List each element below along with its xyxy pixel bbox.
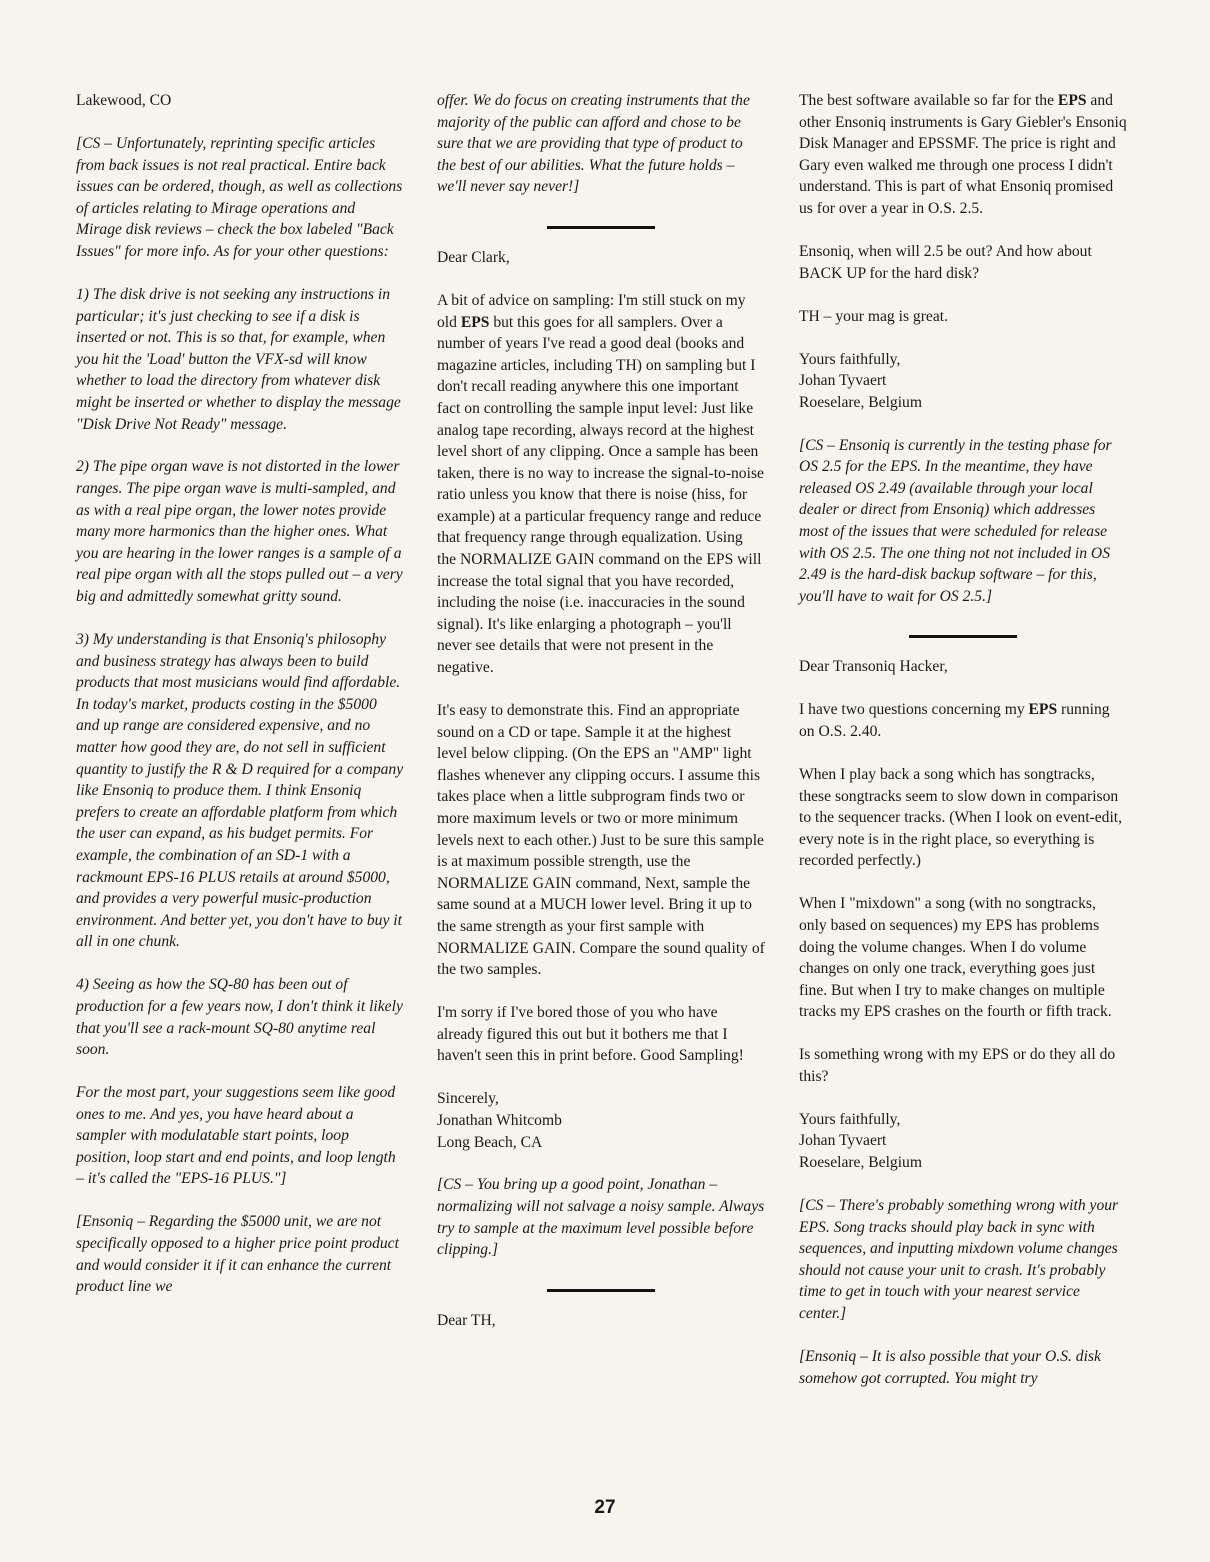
signature-location: Roeselare, Belgium (799, 1154, 922, 1172)
signature-location: Long Beach, CA (437, 1133, 543, 1151)
letter-salutation: Dear Clark, (437, 248, 510, 266)
question-1: When I play back a song which has songtracks, these songtracks seem to slow down in comparison to the sequencer tracks. (When I look on event-edit, every note is in the right place, so everything is recorded perfectly.) (799, 766, 1123, 870)
cs-answer-4: 4) Seeing as how the SQ-80 has been out of production for a few years now, I don't think it likely that you'll see a rack-mount SQ-80 anytime real soon. (76, 976, 403, 1059)
letter-paragraph-3: I'm sorry if I've bored those of you who have already figured this out but it bothers me that I haven't seen this in print before. Good Sampling! (437, 1004, 744, 1065)
letter-location: Lakewood, CO (76, 92, 172, 109)
signature-name: Jonathan Whitcomb (437, 1111, 562, 1129)
question-intro (799, 699, 1127, 742)
eps-bold: EPS (460, 313, 490, 331)
signature-name: Johan Tyvaert (799, 1132, 887, 1150)
text-run: I have two questions concerning my (799, 701, 1029, 719)
section-divider (547, 1289, 655, 1292)
column-1 (76, 90, 404, 1298)
eps-bold: EPS (1057, 92, 1087, 109)
section-divider (547, 226, 655, 229)
letter-paragraph-2: Ensoniq, when will 2.5 be out? And how about BACK UP for the hard disk? (799, 242, 1092, 282)
column-2 (437, 90, 765, 1331)
signature-closing: Sincerely, (437, 1090, 499, 1108)
letter-paragraph-1 (799, 90, 1127, 220)
letter-salutation: Dear Transoniq Hacker, (799, 658, 948, 676)
cs-answer-1: 1) The disk drive is not seeking any instructions in particular; it's just checking to see if a disk is inserted or not. This is so that, for example, when you hit the 'Load' button the VFX-sd will know whether to load the directory from whatever disk might be inserted or whether to display the message "Disk Drive Not Ready" message. (76, 285, 401, 433)
question-2: When I "mixdown" a song (with no songtracks, only based on sequences) my EPS has problems doing the volume changes. When I do volume changes on only one track, everything goes just fine. But when I try to make changes on multiple tracks my EPS crashes on the fourth or fifth track. (799, 895, 1112, 1021)
cs-answer-3: 3) My understanding is that Ensoniq's philosophy and business strategy has always been to build products that most musicians would find affordable. In today's market, products costing in the $5000 and up range are considered expensive, and no matter how good they are, do not sell in sufficient quantity to justify the R & D required for a company like Ensoniq to produce them. I think Ensoniq prefers to create an affordable platform from which the user can expand, as his budget permits. For example, the combination of an SD-1 with a rackmount EPS-16 PLUS retails at around $5000, and provides a very powerful music-production environment. And better yet, you don't have to buy it all in one chunk. (76, 631, 404, 951)
cs-reply-2: [CS – There's probably something wrong with your EPS. Song tracks should play back in sync with sequences, and inputting mixdown volume changes should not cause your unit to crash. It's probably time to get in touch with your nearest service center.] (799, 1197, 1119, 1323)
column-3 (799, 90, 1127, 1389)
letter-signature (799, 1109, 1127, 1174)
cs-reply: [CS – Ensoniq is currently in the testing phase for OS 2.5 for the EPS. In the meantime, they have released OS 2.49 (available through your local dealer or direct from Ensoniq) which addresses most of the issues that were scheduled for release with OS 2.5. The one thing not not included in OS 2.49 is the hard-disk backup software – for this, you'll have to wait for OS 2.5.] (799, 436, 1112, 605)
cs-answer-2: 2) The pipe organ wave is not distorted in the lower ranges. The pipe organ wave is multi-sampled, and as with a real pipe organ, the lower notes provide many more harmonics than the higher ones. What you are hearing in the lower ranges is a sample of a real pipe organ with all the stops pulled out – a very big and admittedly somewhat gritty sound. (76, 458, 403, 606)
text-run: running on O.S. 2.40. (799, 701, 1110, 741)
question-3: Is something wrong with my EPS or do they all do this? (799, 1046, 1116, 1085)
eps-bold: EPS (1028, 701, 1058, 719)
letter-signature (799, 349, 1127, 414)
signature-closing: Yours faithfully, (799, 1110, 901, 1128)
next-letter-salutation: Dear TH, (437, 1311, 496, 1329)
text-run: but this goes for all samplers. Over a number of years I've read a good deal (books and magazine articles, including TH) on sampling but I don't recall reading anywhere this one important fact on controlling the sample input level: Just like analog tape recording, always record at the highest level short of any clipping. Once a sample has been taken, there is no way to increase the signal-to-noise ratio unless you know that there is noise (hiss, for example) at a particular frequency range and reduce that frequency range through equalization. Using the NORMALIZE GAIN command on the EPS will increase the total signal that you have recorded, including the noise (i.e. inaccuracies in the sound signal). It's like enlarging a photograph – you'll never see details that were not present in the negative. (437, 313, 764, 677)
ensoniq-reply-end: offer. We do focus on creating instruments that the majority of the public can afford and chose to be sure that we are providing that type of product to the best of our abilities. What the future holds – we'll never say never!] (437, 92, 750, 196)
text-run: The best software available so far for the (799, 92, 1058, 109)
signature-name: Johan Tyvaert (799, 372, 887, 390)
ensoniq-reply-start: [Ensoniq – Regarding the $5000 unit, we are not specifically opposed to a higher price point product and would consider it if it can enhance the current product line we (76, 1213, 399, 1296)
cs-reply-intro: [CS – Unfortunately, reprinting specific articles from back issues is not real practical. Entire back issues can be ordered, though, as well as collections of articles relating to Mirage operations and Mirage disk reviews – check the box labeled "Back Issues" for more info. As for your other questions: (76, 134, 403, 260)
letter-paragraph-1 (437, 290, 765, 679)
section-divider (909, 635, 1017, 638)
ensoniq-reply-start: [Ensoniq – It is also possible that your O.S. disk somehow got corrupted. You might try (799, 1348, 1101, 1387)
letter-paragraph-3: TH – your mag is great. (799, 307, 948, 325)
letter-paragraph-2: It's easy to demonstrate this. Find an appropriate sound on a CD or tape. Sample it at the highest level below clipping. (On the EPS an "AMP" light flashes whenever any clipping occurs. I assume this takes place when a little subprogram finds two or more maximum levels or two or more minimum levels next to each other.) Just to be sure this sample is at maximum possible strength, use the NORMALIZE GAIN command, Next, sample the same sound at a MUCH lower level. Bring it up to the same strength as your first sample with NORMALIZE GAIN. Compare the sound quality of the two samples. (437, 702, 765, 979)
cs-reply: [CS – You bring up a good point, Jonathan – normalizing will not salvage a noisy sample. Always try to sample at the maximum level possible before clipping.] (437, 1176, 765, 1259)
cs-reply-closing: For the most part, your suggestions seem like good ones to me. And yes, you have heard about a sampler with modulatable start points, loop position, loop start and end points, and loop length – it's called the "EPS-16 PLUS."] (76, 1084, 396, 1188)
page-number: 27 (594, 1497, 616, 1518)
text-run: and other Ensoniq instruments is Gary Giebler's Ensoniq Disk Manager and EPSSMF. The price is right and Gary even walked me through one process I didn't understand. This is part of what Ensoniq promised us for over a year in O.S. 2.5. (799, 92, 1127, 217)
signature-location: Roeselare, Belgium (799, 393, 922, 411)
letter-signature (437, 1088, 765, 1153)
signature-closing: Yours faithfully, (799, 350, 901, 368)
text-run: A bit of advice on sampling: I'm still stuck on my old (437, 291, 746, 331)
